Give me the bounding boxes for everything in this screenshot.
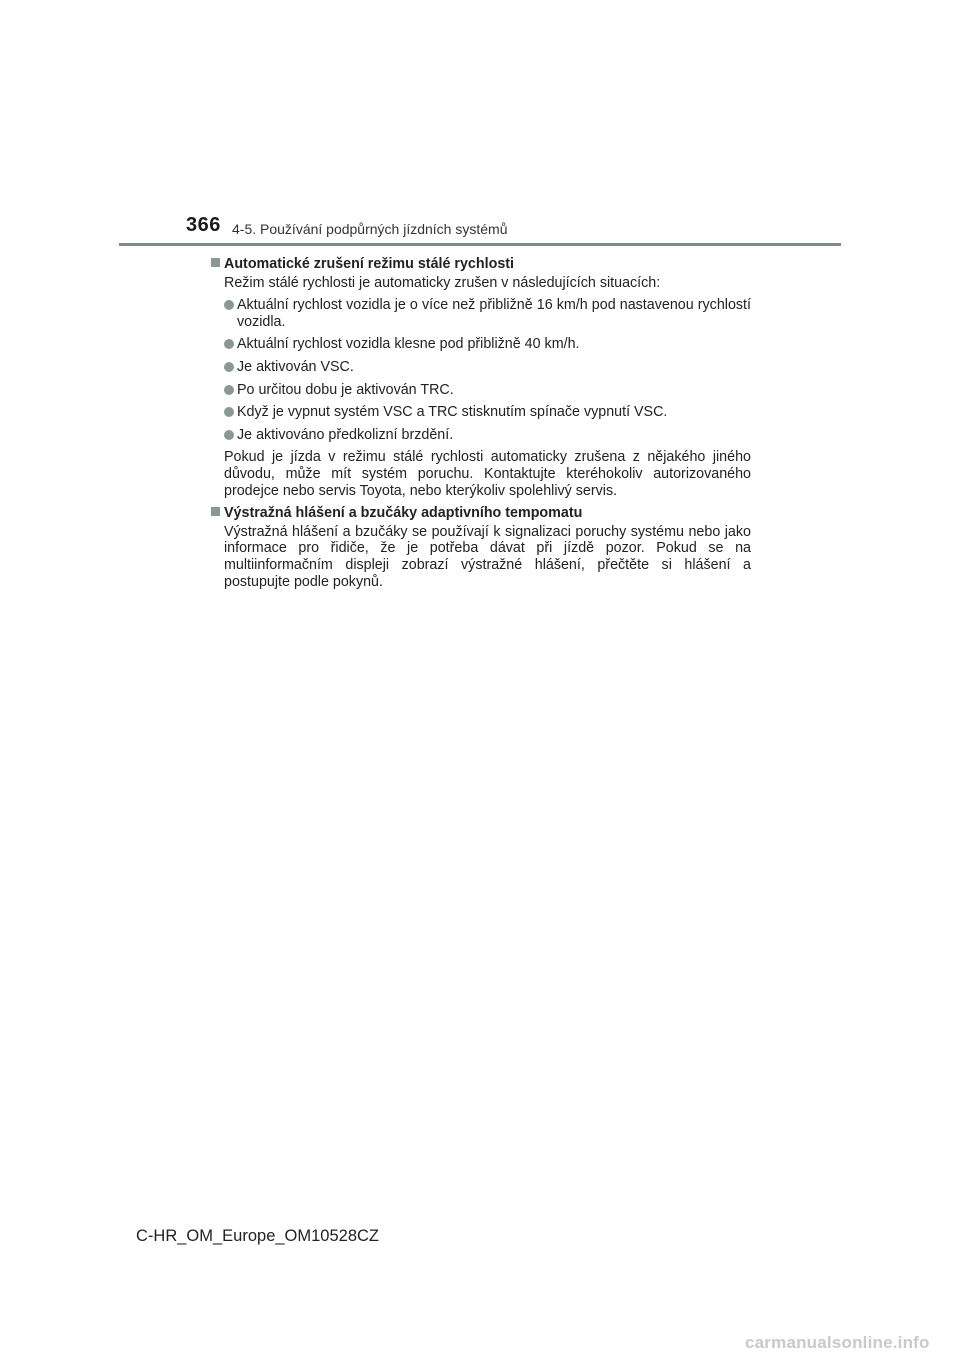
list-item xyxy=(224,404,751,421)
square-bullet-icon xyxy=(211,507,220,516)
section-outro: Pokud je jízda v režimu stálé rychlosti automaticky zrušena z nějakého jiného důvodu, může mít systém poruchu. Kontaktujte kteréhokoliv autorizovaného prodejce nebo servis Toyota, nebo kterýkoliv spolehlivý servis. xyxy=(224,449,751,499)
page-content xyxy=(211,256,751,596)
list-item-text: Když je vypnut systém VSC a TRC stisknutím spínače vypnutí VSC. xyxy=(237,404,668,421)
list-item-text: Aktuální rychlost vozidla je o více než přibližně 16 km/h pod nastavenou rychlostí vozidla. xyxy=(237,297,751,330)
page-number: 366 xyxy=(186,214,221,236)
header-rule xyxy=(119,243,841,246)
list-item-text: Po určitou dobu je aktivován TRC. xyxy=(237,381,454,398)
section-body: Výstražná hlášení a bzučáky se používají k signalizaci poruchy systému nebo jako informace pro řidiče, že je potřeba dávat při jízdě pozor. Pokud se na multiinformačním displeji zobrazí výstražné hlášení, přečtěte si hlášení a postupujte podle pokynů. xyxy=(224,523,751,590)
list-item xyxy=(224,336,751,353)
circle-bullet-icon xyxy=(224,385,234,395)
section-heading-text: Výstražná hlášení a bzučáky adaptivního tempomatu xyxy=(224,505,583,522)
circle-bullet-icon xyxy=(224,430,234,440)
section-heading xyxy=(211,256,751,273)
circle-bullet-icon xyxy=(224,362,234,372)
section-warning-messages xyxy=(211,505,751,590)
circle-bullet-icon xyxy=(224,300,234,310)
section-automatic-cancel xyxy=(211,256,751,499)
square-bullet-icon xyxy=(211,258,220,267)
circle-bullet-icon xyxy=(224,407,234,417)
chapter-title: 4-5. Používání podpůrných jízdních systémů xyxy=(232,221,508,237)
list-item-text: Je aktivován VSC. xyxy=(237,358,354,375)
list-item xyxy=(224,427,751,444)
section-intro: Režim stálé rychlosti je automaticky zrušen v následujících situacích: xyxy=(224,274,661,291)
section-heading xyxy=(211,505,751,522)
list-item-text: Aktuální rychlost vozidla klesne pod přibližně 40 km/h. xyxy=(237,336,580,353)
circle-bullet-icon xyxy=(224,339,234,349)
list-item-text: Je aktivováno předkolizní brzdění. xyxy=(237,426,454,443)
list-item xyxy=(224,359,751,376)
list-item xyxy=(224,297,751,330)
document-code: C-HR_OM_Europe_OM10528CZ xyxy=(136,1227,380,1245)
list-item xyxy=(224,382,751,399)
watermark[interactable]: carmanualsonline.info xyxy=(745,1333,930,1352)
section-heading-text: Automatické zrušení režimu stálé rychlosti xyxy=(224,256,515,272)
